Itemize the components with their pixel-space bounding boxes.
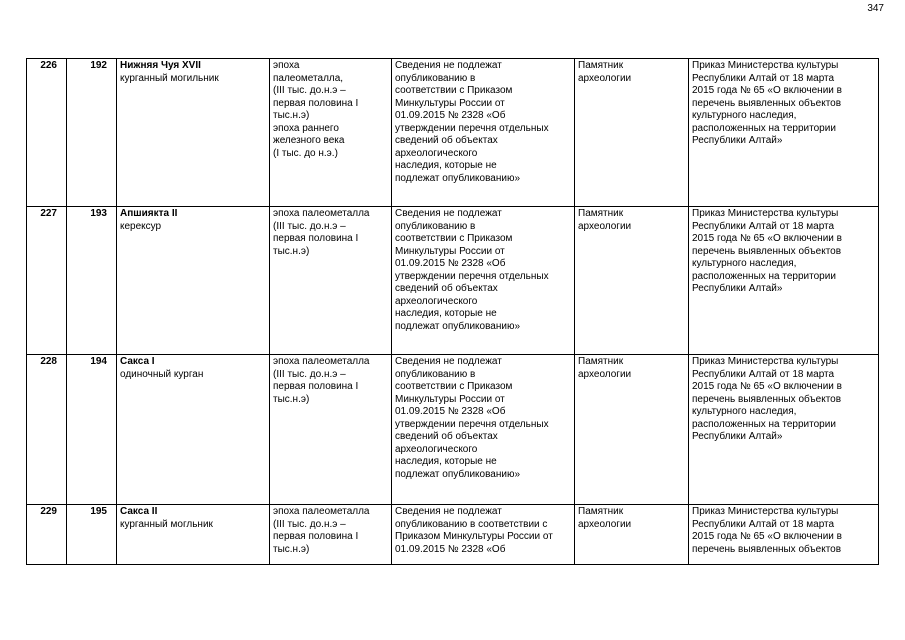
document-cell: Приказ Министерства культуры Республики Алтай от 18 марта 2015 года № 65 «О включении в перечень выявленных объектов культурного наследия, расположенных на территории Республики Алтай» — [689, 355, 879, 505]
category-cell: Памятник археологии — [575, 207, 689, 355]
row-number: 227 — [27, 207, 67, 355]
category-cell: Памятник археологии — [575, 505, 689, 565]
row-number: 229 — [27, 505, 67, 565]
object-cell — [117, 505, 270, 565]
object-name: Нижняя Чуя XVII — [120, 60, 201, 71]
location-cell: Сведения не подлежат опубликованию в соответствии с Приказом Минкультуры России от 01.09.2015 № 2328 «Об утверждении перечня отдельных сведений об объектах археологического наследия, которые не подлежат опубликованию» — [392, 59, 575, 207]
object-name: Апшиякта II — [120, 208, 178, 219]
registry-number: 195 — [67, 505, 117, 565]
registry-number: 194 — [67, 355, 117, 505]
object-cell — [117, 59, 270, 207]
location-cell: Сведения не подлежат опубликованию в соответствии с Приказом Минкультуры России от 01.09.2015 № 2328 «Об утверждении перечня отдельных сведений об объектах археологического наследия, которые не подлежат опубликованию» — [392, 355, 575, 505]
dating-cell: эпоха палеометалла (III тыс. до.н.э – первая половина I тыс.н.э) — [270, 207, 392, 355]
object-type: одиночный курган — [120, 368, 204, 380]
object-type: керексур — [120, 220, 162, 232]
category-cell: Памятник археологии — [575, 355, 689, 505]
object-type: курганный могльник — [120, 518, 213, 530]
document-cell: Приказ Министерства культуры Республики Алтай от 18 марта 2015 года № 65 «О включении в перечень выявленных объектов культурного наследия, расположенных на территории Республики Алтай» — [689, 59, 879, 207]
registry-number: 193 — [67, 207, 117, 355]
registry-number: 192 — [67, 59, 117, 207]
document-cell: Приказ Министерства культуры Республики Алтай от 18 марта 2015 года № 65 «О включении в перечень выявленных объектов культурного наследия, расположенных на территории Республики Алтай» — [689, 207, 879, 355]
object-type: курганный могильник — [120, 72, 219, 84]
object-name: Сакса II — [120, 506, 158, 517]
table-row — [27, 505, 879, 565]
heritage-registry-table — [26, 58, 879, 565]
row-number: 228 — [27, 355, 67, 505]
category-cell: Памятник археологии — [575, 59, 689, 207]
row-number: 226 — [27, 59, 67, 207]
object-cell — [117, 207, 270, 355]
table-row — [27, 59, 879, 207]
table-row — [27, 207, 879, 355]
object-name: Сакса I — [120, 356, 155, 367]
dating-cell: эпоха палеометалла (III тыс. до.н.э – первая половина I тыс.н.э) — [270, 505, 392, 565]
location-cell: Сведения не подлежат опубликованию в соответствии с Приказом Минкультуры России от 01.09.2015 № 2328 «Об — [392, 505, 575, 565]
dating-cell: эпоха палеометалла, (III тыс. до.н.э – первая половина I тыс.н.э) эпоха раннего железного века (I тыс. до н.э.) — [270, 59, 392, 207]
document-cell: Приказ Министерства культуры Республики Алтай от 18 марта 2015 года № 65 «О включении в перечень выявленных объектов — [689, 505, 879, 565]
location-cell: Сведения не подлежат опубликованию в соответствии с Приказом Минкультуры России от 01.09.2015 № 2328 «Об утверждении перечня отдельных сведений об объектах археологического наследия, которые не подлежат опубликованию» — [392, 207, 575, 355]
table-row — [27, 355, 879, 505]
object-cell — [117, 355, 270, 505]
page-number: 347 — [867, 3, 884, 14]
dating-cell: эпоха палеометалла (III тыс. до.н.э – первая половина I тыс.н.э) — [270, 355, 392, 505]
